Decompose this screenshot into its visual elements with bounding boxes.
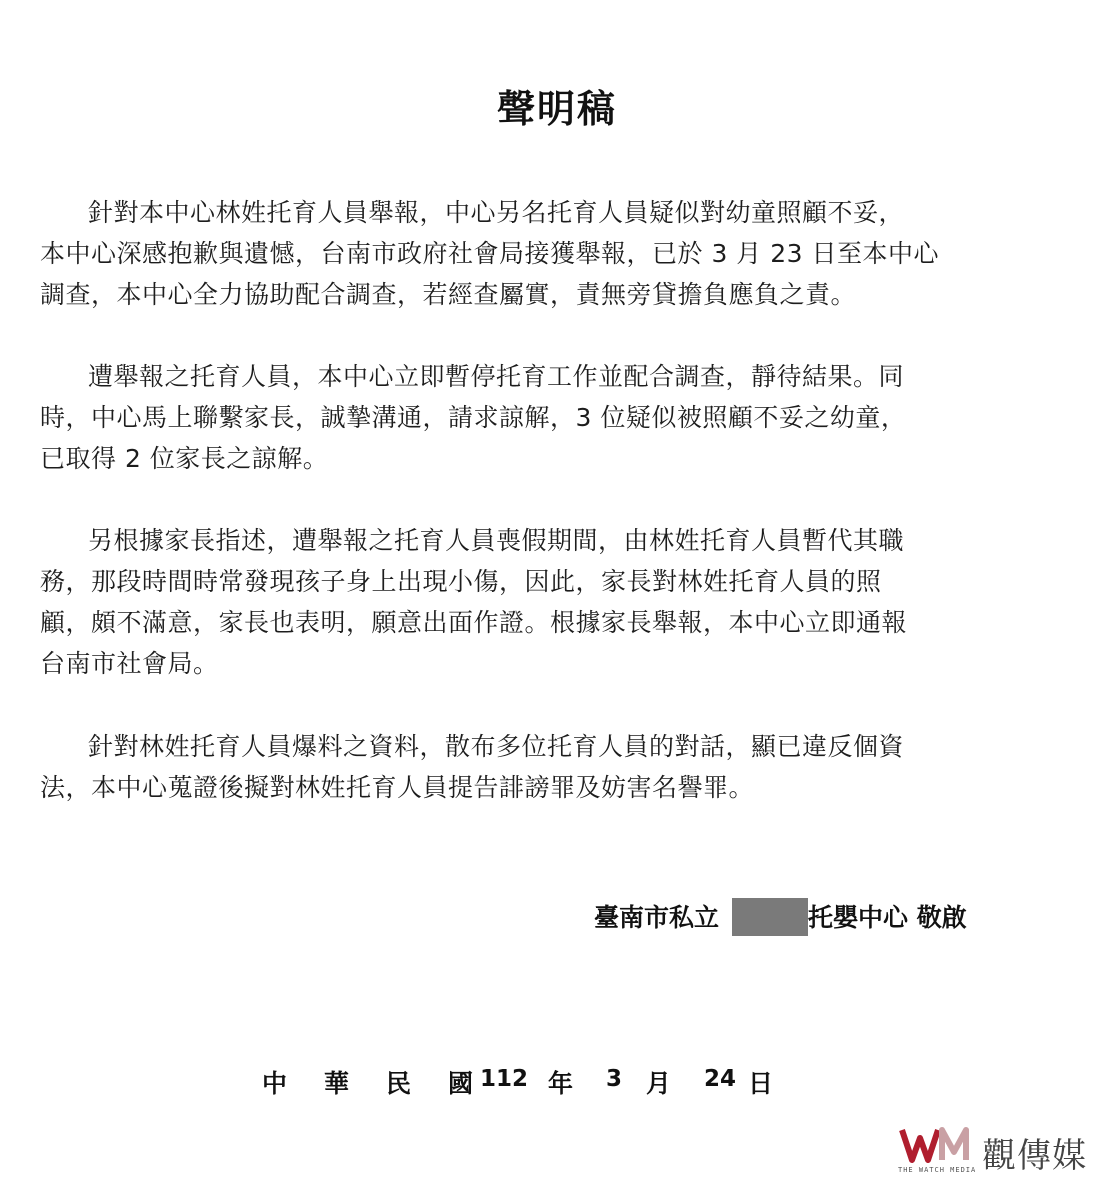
date-part: 民 [386,1069,412,1098]
paragraph-line: 台南市社會局。 [40,649,219,678]
redaction-block [732,898,808,936]
date-part: 國 [448,1069,474,1098]
paragraph-1 [40,192,1000,315]
date-part: 日 [748,1069,774,1098]
paragraph-line: 針對本中心林姓托育人員舉報，中心另名托育人員疑似對幼童照顧不妥， [88,198,905,227]
paragraph-line: 調查，本中心全力協助配合調查，若經查屬實，責無旁貸擔負應負之責。 [40,280,857,309]
signature [560,898,1060,938]
watermark-text: 觀傳媒 [982,1136,1087,1176]
date-part: 中 [262,1069,288,1098]
date-part: 3 [606,1066,623,1092]
paragraph-line: 另根據家長指述，遭舉報之托育人員喪假期間，由林姓托育人員暫代其職 [88,526,905,555]
paragraph-2 [40,356,1000,479]
paragraph-3 [40,520,1000,684]
paragraph-line: 時，中心馬上聯繫家長，誠摯溝通，請求諒解，3 位疑似被照顧不妥之幼童， [40,403,907,432]
date-part: 年 [548,1069,574,1098]
signature-prefix: 臺南市私立 [594,903,720,932]
watch-media-watermark [898,1124,1098,1184]
paragraph-line: 已取得 2 位家長之諒解。 [40,444,329,473]
watermark-subtitle: THE WATCH MEDIA [898,1166,977,1174]
paragraph-4 [40,726,1000,808]
document-title: 聲明稿 [496,87,617,131]
date-part: 112 [480,1066,529,1092]
date-part: 華 [324,1069,350,1098]
signature-suffix: 托嬰中心 敬啟 [808,903,967,932]
date-part: 24 [704,1066,737,1092]
paragraph-line: 法，本中心蒐證後擬對林姓托育人員提告誹謗罪及妨害名譽罪。 [40,773,755,802]
paragraph-line: 遭舉報之托育人員，本中心立即暫停托育工作並配合調查，靜待結果。同 [88,362,905,391]
document-date [0,1064,1114,1104]
date-part: 月 [646,1069,672,1098]
paragraph-line: 本中心深感抱歉與遺憾，台南市政府社會局接獲舉報，已於 3 月 23 日至本中心 [40,239,940,268]
paragraph-line: 顧，頗不滿意，家長也表明，願意出面作證。根據家長舉報，本中心立即通報 [40,608,908,637]
paragraph-line: 針對林姓托育人員爆料之資料，散布多位托育人員的對話，顯已違反個資 [88,732,905,761]
paragraph-line: 務，那段時間時常發現孩子身上出現小傷，因此，家長對林姓托育人員的照 [40,567,882,596]
